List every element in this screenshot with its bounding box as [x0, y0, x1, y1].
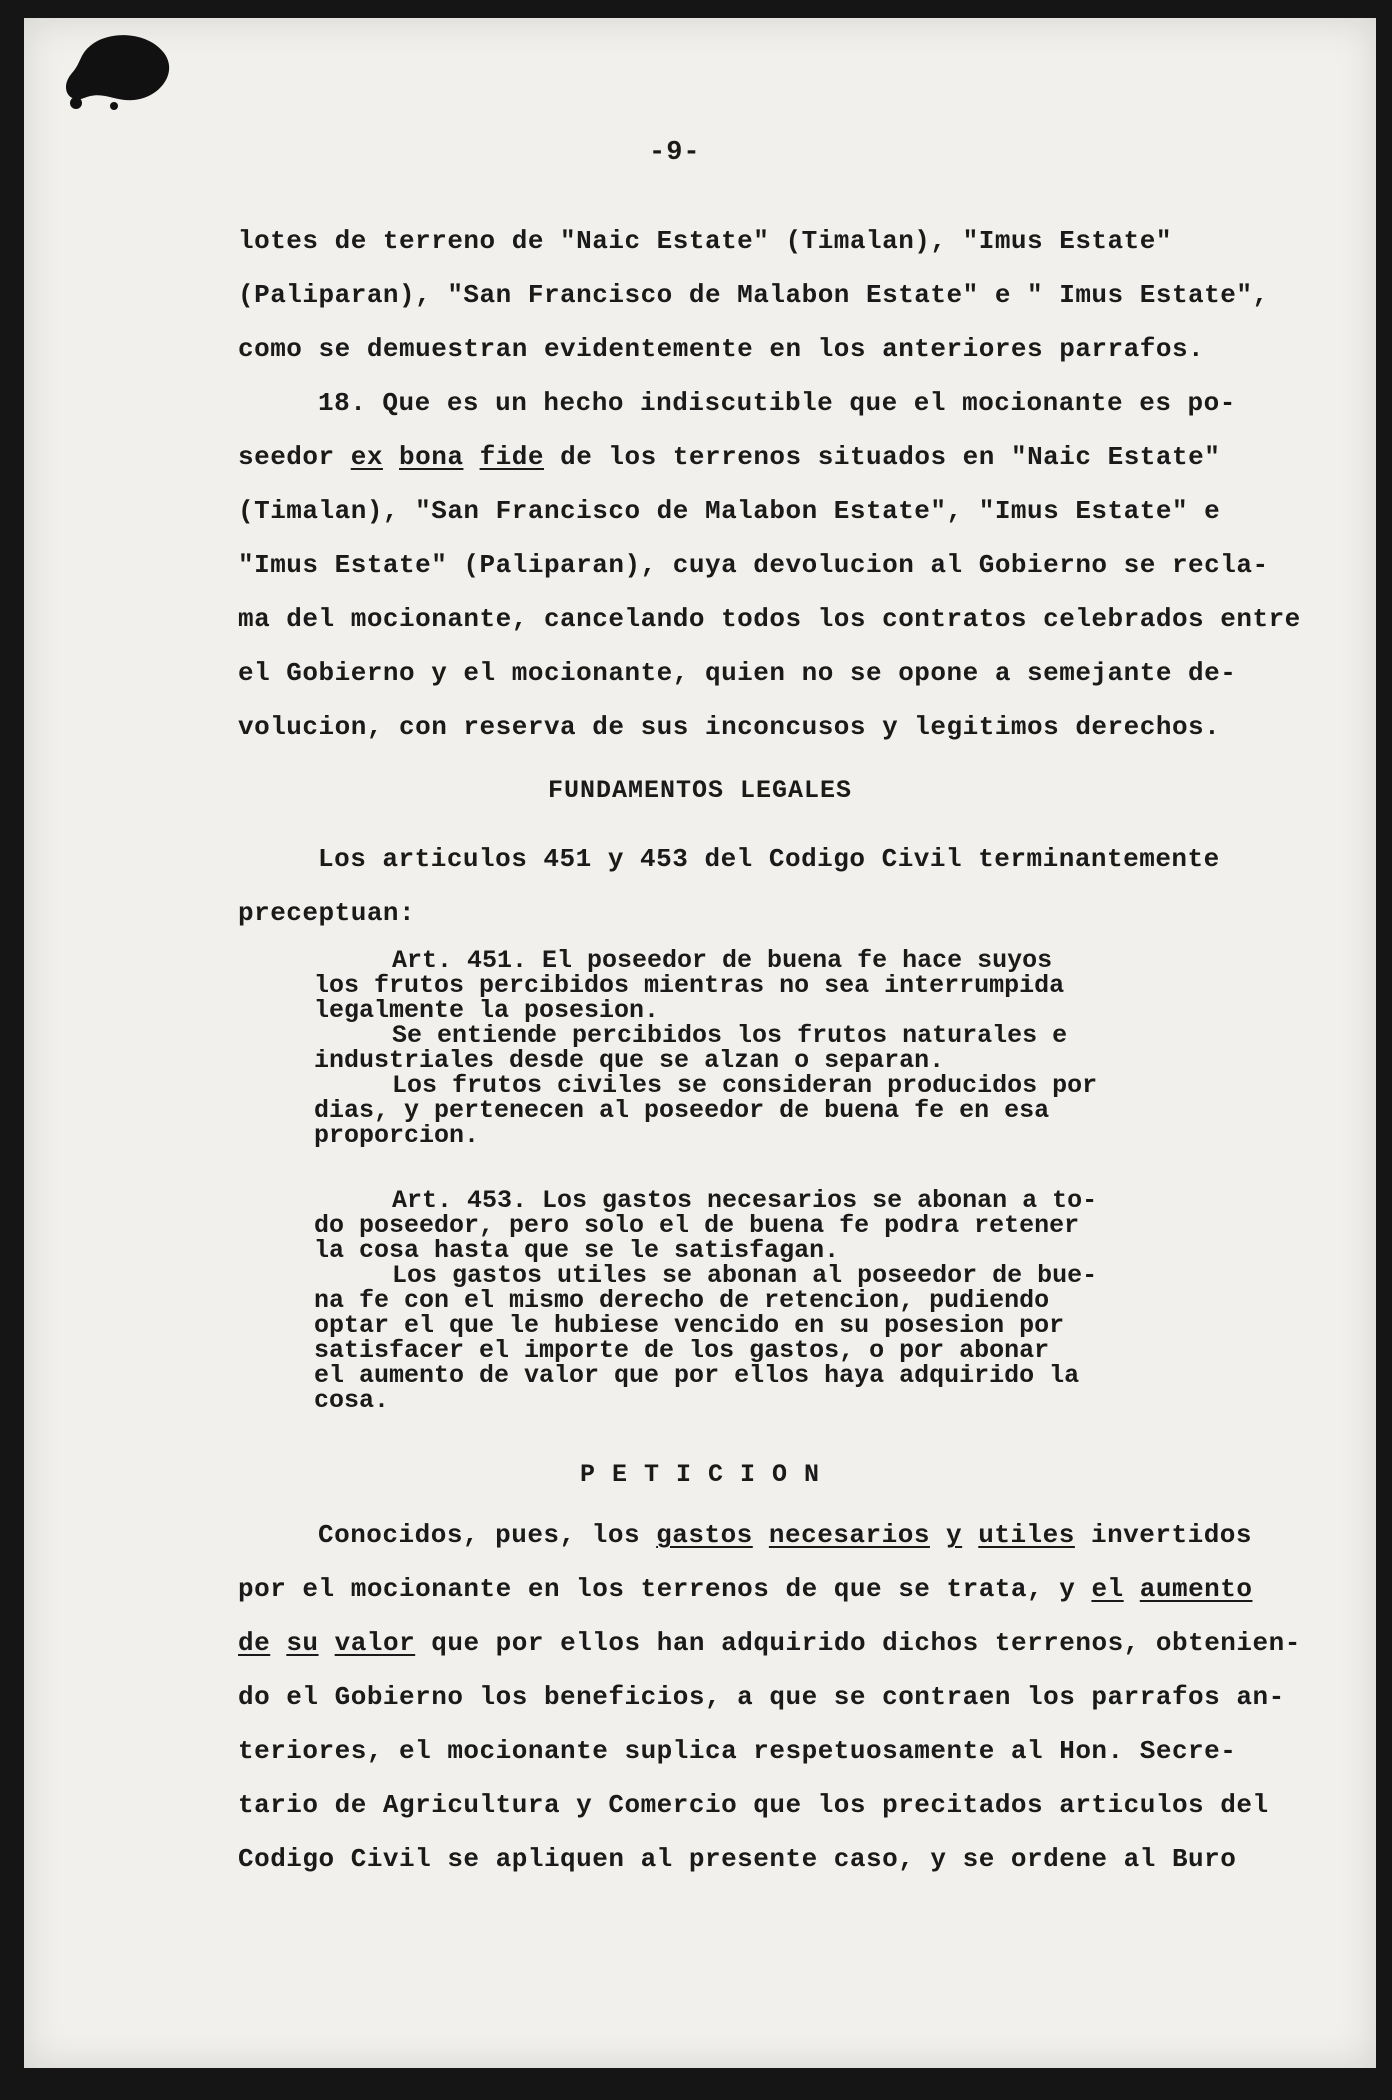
text-segment: [319, 1628, 335, 1658]
quote-line: Art. 453. Los gastos necesarios se abonan a to-: [392, 1186, 1098, 1215]
text-line: Los articulos 451 y 453 del Codigo Civil terminantemente: [318, 844, 1220, 874]
underlined-de: de: [238, 1628, 271, 1658]
text-line: 18. Que es un hecho indiscutible que el mocionante es po-: [318, 388, 1236, 418]
paragraph-18: [238, 376, 1318, 754]
article-453-quote: [314, 1188, 1214, 1413]
text-segment: [270, 1628, 286, 1658]
text-segment: seedor: [238, 442, 351, 472]
text-line: Codigo Civil se apliquen al presente caso, y se ordene al Buro: [238, 1844, 1237, 1874]
text-segment: por el mocionante en los terrenos de que se trata, y: [238, 1574, 1092, 1604]
text-line: "Imus Estate" (Paliparan), cuya devolucion al Gobierno se recla-: [238, 550, 1269, 580]
text-segment: de los terrenos situados en "Naic Estate": [544, 442, 1221, 472]
text-line: el Gobierno y el mocionante, quien no se opone a semejante de-: [238, 658, 1237, 688]
quote-line: industriales desde que se alzan o separan.: [314, 1046, 945, 1075]
legal-intro: [238, 832, 1318, 940]
text-line: volucion, con reserva de sus inconcusos y legitimos derechos.: [238, 712, 1221, 742]
quote-line: los frutos percibidos mientras no sea interrumpida: [314, 971, 1065, 1000]
underlined-el: el: [1091, 1574, 1124, 1604]
text-line: lotes de terreno de "Naic Estate" (Timalan), "Imus Estate": [238, 226, 1172, 256]
paragraph-peticion: [238, 1508, 1318, 1886]
text-line: teriores, el mocionante suplica respetuosamente al Hon. Secre-: [238, 1736, 1237, 1766]
text-line: do el Gobierno los beneficios, a que se contraen los parrafos an-: [238, 1682, 1285, 1712]
text-line: tario de Agricultura y Comercio que los precitados articulos del: [238, 1790, 1269, 1820]
quote-line: na fe con el mismo derecho de retencion, pudiendo: [314, 1286, 1050, 1315]
underlined-fide: fide: [479, 442, 544, 472]
page-number: -9-: [649, 138, 701, 168]
underlined-utiles: utiles: [978, 1520, 1075, 1550]
underlined-bona: bona: [399, 442, 464, 472]
underlined-y: y: [946, 1520, 963, 1550]
underlined-valor: valor: [334, 1628, 416, 1658]
text-segment: [962, 1520, 978, 1550]
underlined-su: su: [286, 1628, 319, 1658]
text-segment: [1124, 1574, 1140, 1604]
quote-line: la cosa hasta que se le satisfagan.: [314, 1236, 840, 1265]
article-451-quote: [314, 948, 1214, 1148]
underlined-necesarios: necesarios: [768, 1520, 930, 1550]
quote-line: Los frutos civiles se consideran producidos por: [392, 1071, 1098, 1100]
text-line: [238, 1562, 1318, 1616]
text-line: [238, 430, 1318, 484]
text-segment: [753, 1520, 769, 1550]
text-line: [238, 1508, 1318, 1562]
quote-line: el aumento de valor que por ellos haya adquirido la: [314, 1361, 1080, 1390]
ink-blot-mark: [54, 28, 184, 118]
underlined-gastos: gastos: [656, 1520, 753, 1550]
text-segment: invertidos: [1074, 1520, 1253, 1550]
quote-line: cosa.: [314, 1386, 390, 1415]
quote-line: proporcion.: [314, 1121, 480, 1150]
quote-line: do poseedor, pero solo el de buena fe podra retener: [314, 1211, 1080, 1240]
heading-fundamentos-legales: FUNDAMENTOS LEGALES: [547, 776, 853, 805]
text-line: (Timalan), "San Francisco de Malabon Estate", "Imus Estate" e: [238, 496, 1221, 526]
text-segment: Conocidos, pues, los: [318, 1520, 657, 1550]
quote-line: dias, y pertenecen al poseedor de buena fe en esa: [314, 1096, 1050, 1125]
document-page: [24, 18, 1376, 2068]
quote-line: optar el que le hubiese vencido en su posesion por: [314, 1311, 1065, 1340]
heading-peticion: P E T I C I O N: [579, 1460, 821, 1489]
quote-line: Art. 451. El poseedor de buena fe hace suyos: [392, 946, 1053, 975]
quote-line: Los gastos utiles se abonan al poseedor de bue-: [392, 1261, 1098, 1290]
text-line: ma del mocionante, cancelando todos los contratos celebrados entre: [238, 604, 1301, 634]
text-segment: que por ellos han adquirido dichos terrenos, obtenien-: [415, 1628, 1301, 1658]
text-line: preceptuan:: [238, 898, 416, 928]
text-line: como se demuestran evidentemente en los anteriores parrafos.: [238, 334, 1205, 364]
text-line: [238, 1616, 1318, 1670]
quote-line: Se entiende percibidos los frutos naturales e: [392, 1021, 1068, 1050]
text-line: (Paliparan), "San Francisco de Malabon Estate" e " Imus Estate",: [238, 280, 1269, 310]
text-segment: [930, 1520, 946, 1550]
underlined-ex: ex: [350, 442, 383, 472]
paragraph-17-continuation: [238, 214, 1318, 376]
quote-line: satisfacer el importe de los gastos, o por abonar: [314, 1336, 1050, 1365]
underlined-aumento: aumento: [1139, 1574, 1253, 1604]
quote-line: legalmente la posesion.: [314, 996, 660, 1025]
